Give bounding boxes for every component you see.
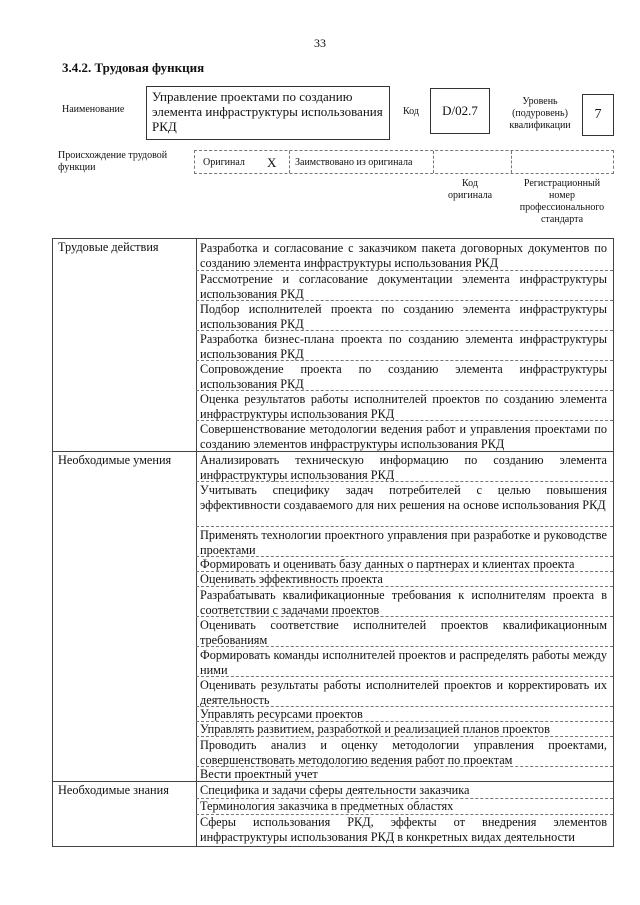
skill-item: Оценивать результаты работы исполнителей проектов и корректировать их деятельность [200, 678, 607, 707]
skill-item: Оценивать соответствие исполнителей проектов квалификационным требованиям [200, 618, 607, 647]
knowledge-item: Терминология заказчика в предметных областях [200, 799, 454, 813]
level-label: Уровень (подуровень) квалификации [509, 96, 571, 131]
action-item: Разработка и согласование с заказчиком пакета договорных документов по созданию элемента инфраструктуры использования РКД [200, 241, 607, 270]
category-actions: Трудовые действия [58, 240, 159, 254]
category-skills: Необходимые умения [58, 453, 172, 467]
action-item: Разработка бизнес-плана проекта по созданию элемента инфраструктуры использования РКД [200, 332, 607, 361]
action-item: Рассмотрение и согласование документации элемента инфраструктуры использования РКД [200, 272, 607, 301]
skill-item: Анализировать техническую информацию по созданию элемента инфраструктуры использования РКД [200, 453, 607, 482]
skill-item: Учитывать специфику задач потребителей с целью повышения эффективности создаваемого для них решения на основе использования РКД [200, 483, 607, 512]
code-original-label: Код оригинала [447, 178, 493, 201]
skill-item: Формировать и оценивать базу данных о партнерах и клиентах проекта [200, 557, 575, 571]
code-label: Код [403, 106, 419, 117]
action-item: Совершенствование методологии ведения работ и управления проектами по созданию элементов инфраструктуры использования РКД [200, 422, 607, 451]
action-item: Сопровождение проекта по созданию элемента инфраструктуры использования РКД [200, 362, 607, 391]
page-number: 33 [314, 36, 326, 50]
original-label: Оригинал [203, 157, 245, 168]
origin-row [194, 150, 614, 174]
reg-number-label: Регистрационный номер профессионального стандарта [519, 178, 605, 225]
original-mark: X [267, 155, 277, 170]
origin-label: Происхождение трудовой функции [58, 150, 168, 173]
skill-item: Оценивать эффективность проекта [200, 572, 383, 586]
skill-item: Применять технологии проектного управления при разработке и руководстве проектами [200, 528, 607, 557]
action-item: Оценка результатов работы исполнителей проектов по созданию элемента инфраструктуры использования РКД [200, 392, 607, 421]
knowledge-item: Специфика и задачи сферы деятельности заказчика [200, 783, 470, 797]
skill-item: Вести проектный учет [200, 767, 318, 781]
skill-item: Проводить анализ и оценку методологии управления проектами, совершенствовать методологию ведения работ по проектам [200, 738, 607, 767]
skill-item: Управлять ресурсами проектов [200, 707, 363, 721]
category-knowledge: Необходимые знания [58, 783, 169, 797]
knowledge-item: Сферы использования РКД, эффекты от внедрения элементов инфраструктуры использования РКД в конкретных видах деятельности [200, 815, 607, 844]
borrowed-label: Заимствовано из оригинала [295, 157, 413, 168]
section-title: 3.4.2. Трудовая функция [62, 60, 205, 75]
skill-item: Формировать команды исполнителей проектов и распределять работы между ними [200, 648, 607, 677]
function-name-field: Управление проектами по созданию элемента инфраструктуры использования РКД [146, 86, 390, 140]
name-label: Наименование [62, 104, 125, 115]
action-item: Подбор исполнителей проекта по созданию элемента инфраструктуры использования РКД [200, 302, 607, 331]
skill-item: Разрабатывать квалификационные требования к исполнителям проекта в соответствии с задачами проектов [200, 588, 607, 617]
skill-item: Управлять развитием, разработкой и реализацией планов проектов [200, 722, 550, 736]
code-field: D/02.7 [430, 88, 490, 134]
level-field: 7 [582, 94, 614, 136]
